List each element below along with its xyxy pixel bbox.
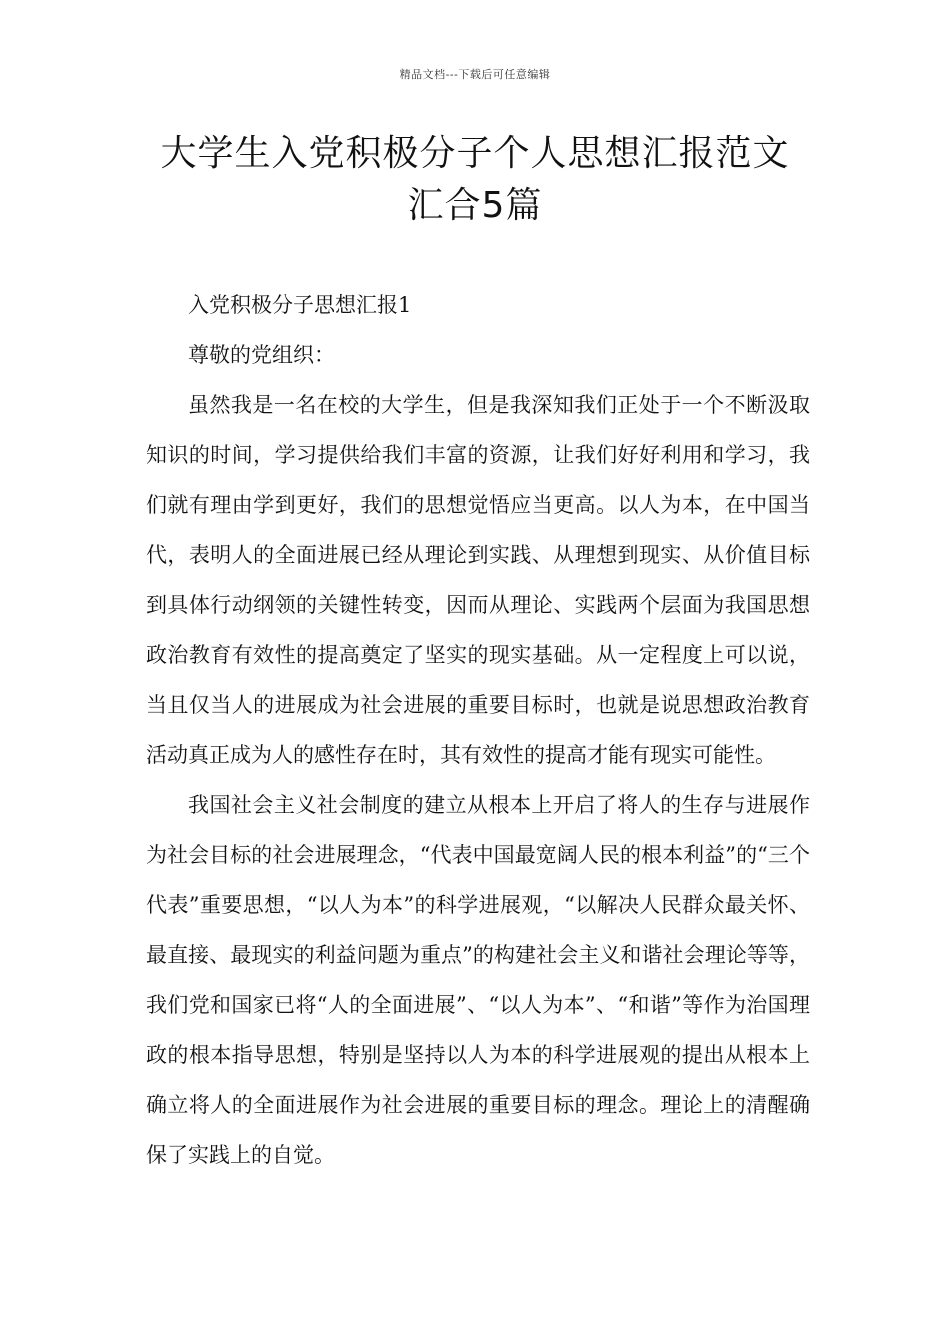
section-heading: 入党积极分子思想汇报1 (188, 293, 412, 317)
body-paragraph-1: 虽然我是一名在校的大学生，但是我深知我们正处于一个不断汲取知识的时间，学习提供给我们丰富的资源，让我们好好利用和学习，我们就有理由学到更好，我们的思想觉悟应当更高。以人为本，在中国当代，表明人的全面进展已经从理论到实践、从理想到现实、从价值目标到具体行动纲领的关键性转变，因而从理论、实践两个层面为我国思想政治教育有效性的提高奠定了坚实的现实基础。从一定程度上可以说，当且仅当人的进展成为社会进展的重要目标时，也就是说思想政治教育活动真正成为人的感性存在时，其有效性的提高才能有现实可能性。 (146, 393, 810, 767)
document-title (120, 128, 830, 232)
title-line-1: 大学生入党积极分子个人思想汇报范文 (160, 133, 790, 174)
title-line-2: 汇合5篇 (407, 185, 543, 226)
header-note: 精品文档---下载后可任意编辑 (399, 68, 551, 81)
document-body (146, 280, 810, 1180)
salutation: 尊敬的党组织： (188, 343, 335, 367)
body-paragraph-2: 我国社会主义社会制度的建立从根本上开启了将人的生存与进展作为社会目标的社会进展理念，“代表中国最宽阔人民的根本利益”的“三个代表”重要思想，“以人为本”的科学进展观，“以解决人民群众最关怀、最直接、最现实的利益问题为重点”的构建社会主义和谐社会理论等等，我们党和国家已将“人的全面进展”、“以人为本”、“和谐”等作为治国理政的根本指导思想，特别是坚持以人为本的科学进展观的提出从根本上确立将人的全面进展作为社会进展的重要目标的理念。理论上的清醒确保了实践上的自觉。 (146, 793, 810, 1167)
